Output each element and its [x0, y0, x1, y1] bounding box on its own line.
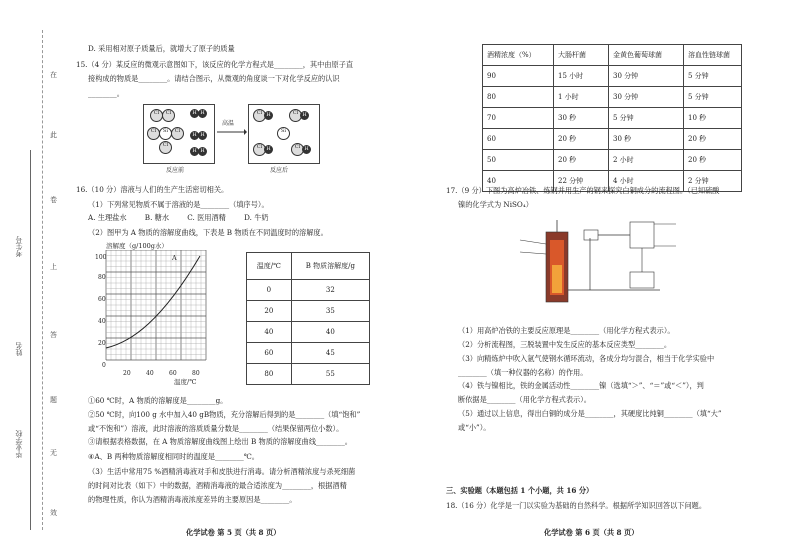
table-cell: 20: [247, 301, 292, 322]
page-footer-left: 化学试卷 第 5 页（共 8 页）: [186, 528, 281, 537]
y-tick: 60: [98, 296, 106, 303]
y-tick: 40: [98, 318, 106, 325]
q16-sub4: ④A、B 两种物质溶解度相同时的温度是________℃。: [88, 452, 259, 461]
table-cell: 2 小时: [609, 150, 684, 171]
table-cell: 10 秒: [684, 108, 742, 129]
q17-part5a: （5）通过以上信息，得出白铜的成分是________，其硬度比纯铜________（填“大”: [458, 409, 722, 418]
q15-line1: 15.（4 分）某反应的微观示意图如下，该反应的化学方程式是________，其中由原子直: [76, 60, 354, 69]
table-row: [247, 364, 370, 385]
curve-a-label: A: [172, 254, 177, 262]
table-row: [247, 322, 370, 343]
margin-word: 此: [50, 131, 57, 139]
atom-h: H: [302, 145, 311, 154]
alcohol-table: [482, 44, 742, 192]
q18-intro: 18.（16 分）化学是一门以实验为基础的自然科学。根据所学知识回答以下问题。: [446, 501, 707, 510]
q16-sub2b: 或“不饱和”）溶液，此时溶液的溶质质量分数是________（结果保留两位小数）。: [88, 424, 344, 433]
table-row: [483, 150, 742, 171]
table-header: 温度/℃: [247, 253, 292, 280]
table-row: [247, 301, 370, 322]
x-tick: 60: [169, 370, 177, 377]
table-cell: 30 分钟: [609, 87, 684, 108]
table-cell: 22 分钟: [554, 171, 609, 192]
atom-cl: Cl: [159, 141, 172, 154]
table-row: [483, 66, 742, 87]
margin-word: 效: [50, 509, 57, 517]
table-cell: 20 秒: [554, 150, 609, 171]
table-cell: 80: [483, 87, 554, 108]
binding-solid-line: [30, 150, 31, 530]
table-header: B 物质溶解度/g: [291, 253, 369, 280]
option-d: D. 采用相对原子质量后，就增大了原子的质量: [88, 44, 235, 53]
q15-line2: 接构成的物质是________。请结合图示，从微观的角度谈一下对化学反应的认识: [88, 74, 340, 83]
margin-word: 在: [50, 71, 57, 79]
margin-word: 题: [50, 396, 57, 404]
q17-line1: 17.（9 分）下图为高炉冶铁、炼钢并用生产的钢来探究白铜成分的流程图。（已知硫酸: [446, 186, 720, 195]
table-cell: 32: [291, 280, 369, 301]
table-cell: 80: [247, 364, 292, 385]
table-cell: 60: [483, 129, 554, 150]
q16-sub1: ①60 ℃时，A 物质的溶解度是________g。: [88, 396, 228, 405]
y-tick: 100: [95, 254, 107, 261]
graph-grid: [106, 250, 206, 360]
q16-title: 16.（10 分）溶液与人们的生产生活密切相关。: [76, 185, 229, 194]
table-b-solubility: [246, 252, 370, 385]
table-header: 酒精浓度（%）: [483, 45, 554, 66]
table-row: [483, 108, 742, 129]
table-cell: 40: [291, 322, 369, 343]
y-tick: 80: [98, 274, 106, 281]
reaction-arrow-icon: [216, 128, 248, 136]
table-cell: 50: [483, 150, 554, 171]
margin-word: 答: [50, 331, 57, 339]
atom-si: Si: [159, 127, 172, 140]
q16-part3a: （3）生活中常用75 %酒精消毒液对手和皮肤进行消毒。请分析酒精浓度与杀死细菌: [88, 467, 356, 476]
reaction-after-box: [248, 104, 320, 164]
atom-cl: Cl: [171, 127, 184, 140]
page-footer-right: 化学试卷 第 6 页（共 8 页）: [544, 528, 639, 537]
margin-word: 上: [50, 263, 57, 271]
atom-h: H: [300, 111, 309, 120]
q17-part4b: 断依据是________（用化学方程式表示）。: [458, 395, 591, 404]
table-cell: 40: [247, 322, 292, 343]
table-cell: 20 秒: [554, 129, 609, 150]
margin-label-name: 姓名: [15, 342, 23, 356]
atom-cl: Cl: [150, 109, 163, 122]
margin-word: 无: [50, 449, 57, 457]
atom-h: H: [198, 109, 207, 118]
table-cell: 40: [483, 171, 554, 192]
table-cell: 5 分钟: [684, 87, 742, 108]
table-header: 溶血性链球菌: [684, 45, 742, 66]
x-tick: 40: [146, 370, 154, 377]
table-cell: 30 秒: [554, 108, 609, 129]
table-cell: 2 分钟: [684, 171, 742, 192]
margin-word: 卷: [50, 196, 57, 204]
y-tick: 0: [102, 362, 106, 369]
table-cell: 60: [247, 343, 292, 364]
q17-part3a: （3）向精炼炉中吹入氩气使钢水循环流动，各成分均匀混合，相当于化学实验中: [458, 354, 715, 363]
atom-cl: Cl: [147, 127, 160, 140]
q17-part4a: （4）铁与镍相比，铁的金属活动性________镍（选填“＞”、“＝”或“＜”），判: [458, 381, 704, 390]
table-cell: 20 秒: [684, 129, 742, 150]
reaction-arrow-label: 高温: [222, 120, 235, 127]
binding-line: [42, 30, 43, 530]
table-row: [483, 129, 742, 150]
atom-h: H: [190, 109, 199, 118]
q16-part1: （1）下列常见物质不属于溶液的是________（填序号）。: [88, 200, 269, 209]
atom-cl: Cl: [253, 109, 266, 122]
atom-h: H: [264, 145, 273, 154]
table-cell: 15 小时: [554, 66, 609, 87]
table-row: [247, 343, 370, 364]
q16-sub3: ③请根据表格数据，在 A 物质溶解度曲线图上绘出 B 物质的溶解度曲线________。: [88, 437, 352, 446]
atom-h: H: [190, 131, 199, 140]
q16-part3b: 的时间对比表（如下）中的数据，酒精消毒液的最合适浓度为________，根据酒精: [88, 481, 347, 490]
solubility-graph: [92, 250, 222, 385]
label-before: 反应前: [166, 167, 185, 174]
q16-part2: （2）图甲为 A 物质的溶解度曲线，下表是 B 物质在不同温度时的溶解度。: [88, 228, 328, 237]
table-header: 金黄色葡萄球菌: [609, 45, 684, 66]
y-tick: 20: [98, 340, 106, 347]
atom-cl: Cl: [289, 109, 302, 122]
q16-part3c: 的物理性质，你认为酒精消毒液浓度差异的主要原因是________。: [88, 495, 297, 504]
table-cell: 55: [291, 364, 369, 385]
atom-cl: Cl: [253, 143, 266, 156]
table-cell: 90: [483, 66, 554, 87]
table-row: [483, 87, 742, 108]
margin-label-school: 毕业学校: [15, 430, 23, 458]
table-cell: 4 小时: [609, 171, 684, 192]
table-cell: 35: [291, 301, 369, 322]
atom-cl: Cl: [291, 143, 304, 156]
q17-part2: （2）分析流程图，三脱装置中发生反应的基本反应类型________。: [458, 340, 672, 349]
table-cell: 30 秒: [609, 129, 684, 150]
table-cell: 30 分钟: [609, 66, 684, 87]
table-cell: 5 分钟: [684, 66, 742, 87]
table-cell: 1 小时: [554, 87, 609, 108]
label-after: 反应后: [270, 167, 289, 174]
q17-part3b: ________（填一种仪器的名称）的作用。: [458, 368, 588, 377]
table-cell: 5 分钟: [609, 108, 684, 129]
atom-si: Si: [277, 127, 290, 140]
q16-sub2a: ②50 ℃时，向100 g 水中加入40 gB物质，充分溶解后得到的是________（填“饱和”: [88, 410, 361, 419]
atom-cl: Cl: [162, 109, 175, 122]
table-row: [247, 280, 370, 301]
atom-h: H: [198, 147, 207, 156]
graph-title: 溶解度（g/100g水）: [106, 242, 168, 250]
table-cell: 45: [291, 343, 369, 364]
q17-part1: （1）用高炉冶铁的主要反应原理是________（用化学方程式表示）。: [458, 326, 675, 335]
table-cell: 70: [483, 108, 554, 129]
atom-h: H: [264, 111, 273, 120]
table-cell: 20 秒: [684, 150, 742, 171]
reaction-before-box: [143, 104, 215, 164]
atom-h: H: [198, 131, 207, 140]
table-header: 大肠杆菌: [554, 45, 609, 66]
q17-part5b: 或“小”）。: [458, 423, 491, 432]
q15-line3: ________。: [88, 89, 124, 98]
section-3-title: 三、实验题（本题包括 1 个小题，共 16 分）: [446, 486, 594, 495]
q17-line2: 镍的化学式为 NiSO₄）: [458, 200, 533, 209]
q16-options: A. 生理盐水 B. 糖水 C. 医用酒精 D. 牛奶: [88, 213, 269, 222]
x-tick: 20: [123, 370, 131, 377]
graph-xlabel: 温度/℃: [174, 378, 197, 386]
x-tick: 80: [192, 370, 200, 377]
atom-h: H: [190, 147, 199, 156]
table-cell: 0: [247, 280, 292, 301]
margin-label-student-id: 考生号: [15, 236, 23, 257]
blast-furnace-flowchart: [500, 210, 710, 315]
